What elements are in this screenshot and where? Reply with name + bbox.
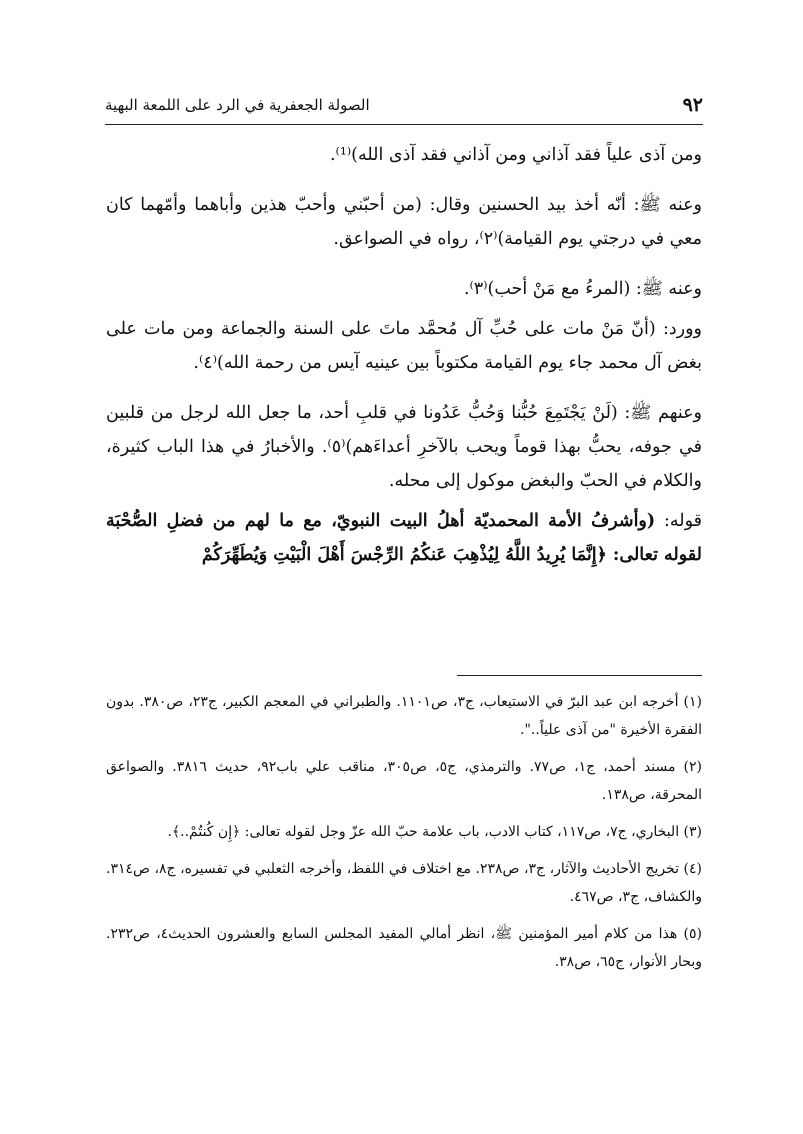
quote-intro: قوله: bbox=[655, 511, 702, 531]
main-text bbox=[106, 138, 702, 588]
footnote-5: (٥) هذا من كلام أمير المؤمنين ﷺ، انظر أمالي المفيد المجلس السابع والعشرون الحديث٤، ص٢٣٢. وبحار الأنوار، ج٦٥، ص٣٨. bbox=[106, 926, 702, 970]
paragraph-3: وعنه ﷺ: (المرءُ مع مَنْ أحب)⁽٣⁾. bbox=[463, 279, 702, 299]
paragraph-1: ومن آذى علياً فقد آذاني ومن آذاني فقد آذى الله)⁽¹⁾. bbox=[329, 145, 702, 165]
paragraph-2: وعنه ﷺ: أنّه أخذ بيد الحسنين وقال: (من أحبّني وأحبّ هذين وأباهما وأمّهما كان معي في درجتي يوم القيامة)⁽٢⁾، رواه في الصواعق. bbox=[106, 195, 702, 249]
quote-paragraph bbox=[106, 504, 702, 572]
footnotes bbox=[106, 688, 702, 985]
page-header bbox=[105, 88, 703, 120]
footnote-2: (٢) مسند أحمد، ج١، ص٧٧. والترمذي، ج٥، ص٣٠٥، مناقب علي باب٩٢، حديث ٣٨١٦. والصواعق المحرقة، ص١٣٨. bbox=[106, 759, 702, 803]
page-number: ٩٢ bbox=[682, 94, 703, 116]
paragraph-4: وورد: (أنّ مَنْ مات على حُبِّ آل مُحمَّد ماتَ على السنة والجماعة ومن مات على بغض آل محمد جاء يوم القيامة مكتوباً بين عينيه آيس من رحمة الله)⁽٤⁾. bbox=[106, 319, 702, 373]
footnote-rule bbox=[457, 675, 702, 676]
quote-bold: (وأشرفُ الأمة المحمديّة أهلُ البيت النبويّ، مع ما لهم من فضلِ الصُّحْبَة لقوله تعالى: ﴿إِنَّمَا يُرِيدُ اللَّهُ لِيُذْهِبَ عَنكُمُ الرِّجْسَ أَهْلَ الْبَيْتِ وَيُطَهِّرَكُمْ bbox=[106, 511, 702, 565]
footnote-3: (٣) البخاري، ج٧، ص١١٧، كتاب الادب، باب علامة حبّ الله عزّ وجل لقوله تعالى: ﴿إِن كُنتُمْ..﴾. bbox=[167, 824, 702, 840]
footnote-4: (٤) تخريج الأحاديث والآثار، ج٣، ص٢٣٨. مع اختلاف في اللفظ، وأخرجه الثعلبي في تفسيره، ج٨، ص٣١٤. والكشاف، ج٣، ص٤٦٧. bbox=[106, 861, 702, 905]
paragraph-5: وعنهم ﷺ: (لَنْ يَجْتَمِعَ حُبُّنا وَحُبُّ عَدُونا في قلبِ أحد، ما جعل الله لرجل من قلبين في جوفه، يحبُّ بهذا قوماً ويحب بالآخرِ أعداءَهم)⁽٥⁾. والأخبارُ في هذا الباب كثيرة، والكلام في الحبّ والبغض موكول إلى محله. bbox=[106, 403, 702, 491]
footnote-1: (١) أخرجه ابن عبد البرّ في الاستيعاب، ج٣، ص١١٠١. والطبراني في المعجم الكبير، ج٢٣، ص٣٨٠. بدون الفقرة الأخيرة "من آذى علياً..". bbox=[106, 694, 703, 738]
running-title: الصولة الجعفرية في الرد على اللمعة البهية bbox=[105, 96, 370, 114]
header-rule bbox=[105, 124, 703, 125]
